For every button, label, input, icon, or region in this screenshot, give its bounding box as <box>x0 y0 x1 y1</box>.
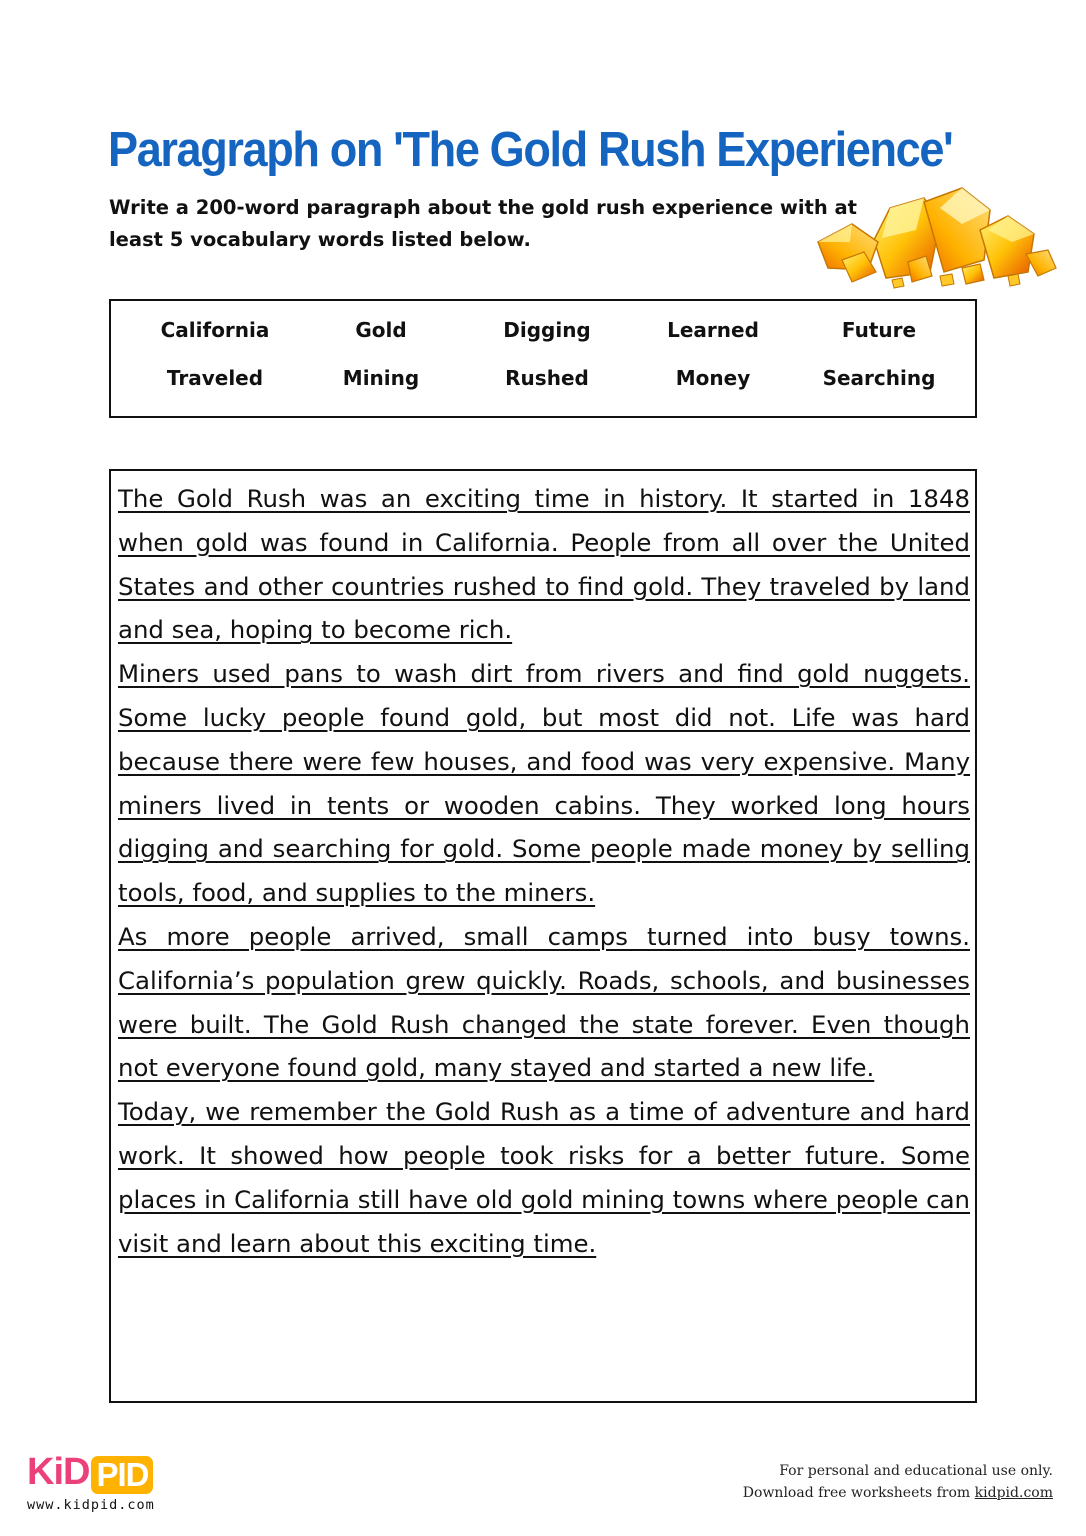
page-title: Paragraph on 'The Gold Rush Experience' <box>108 123 953 177</box>
footer-line-2-prefix: Download free worksheets from <box>742 1485 975 1501</box>
paragraph: Miners used pans to wash dirt from rivers and find gold nuggets. Some lucky people found gold, but most did not. Life was hard because there were few houses, and food was very expensive. Many miners lived in tents or wooden cabins. They worked long hours digging and searching for gold. Some people made money by selling tools, food, and supplies to the miners. <box>118 659 970 908</box>
vocabulary-grid <box>132 315 962 394</box>
logo-kid: KiD <box>27 1451 90 1493</box>
logo-pid: PID <box>91 1456 153 1494</box>
paragraph-box <box>109 469 977 1403</box>
paragraph: The Gold Rush was an exciting time in history. It started in 1848 when gold was found in California. People from all over the United States and other countries rushed to find gold. They traveled by land and sea, hoping to become rich. <box>118 484 970 645</box>
footer-line-2 <box>743 1482 1053 1504</box>
vocab-word: Future <box>841 318 917 342</box>
vocabulary-box <box>109 299 977 418</box>
vocab-word: Rushed <box>505 366 589 390</box>
vocab-word: Mining <box>342 366 420 390</box>
logo-wordmark <box>27 1452 153 1494</box>
vocab-word: Searching <box>822 366 936 390</box>
paragraph-text <box>118 477 970 1265</box>
vocab-word: California <box>160 318 270 342</box>
vocab-word: Gold <box>355 318 407 342</box>
gold-nuggets-icon <box>812 180 1058 290</box>
vocab-word: Money <box>675 366 751 390</box>
footer-line-1: For personal and educational use only. <box>779 1463 1053 1479</box>
footer-link[interactable]: kidpid.com <box>974 1485 1053 1501</box>
logo-url[interactable]: www.kidpid.com <box>27 1497 155 1513</box>
paragraph: Today, we remember the Gold Rush as a time of adventure and hard work. It showed how people took risks for a better future. Some places in California still have old gold mining towns where people can visit and learn about this exciting time. <box>118 1097 970 1258</box>
vocab-word: Traveled <box>166 366 264 390</box>
vocab-word: Learned <box>667 318 759 342</box>
paragraph: As more people arrived, small camps turned into busy towns. California’s population grew quickly. Roads, schools, and businesses were built. The Gold Rush changed the state forever. Even though not everyone found gold, many stayed and started a new life. <box>118 921 970 1083</box>
footer-note <box>743 1460 1053 1504</box>
vocab-word: Digging <box>503 318 591 342</box>
instructions: Write a 200-word paragraph about the gold rush experience with at least 5 vocabulary words listed below. <box>109 196 858 251</box>
kidpid-logo[interactable] <box>27 1452 177 1522</box>
